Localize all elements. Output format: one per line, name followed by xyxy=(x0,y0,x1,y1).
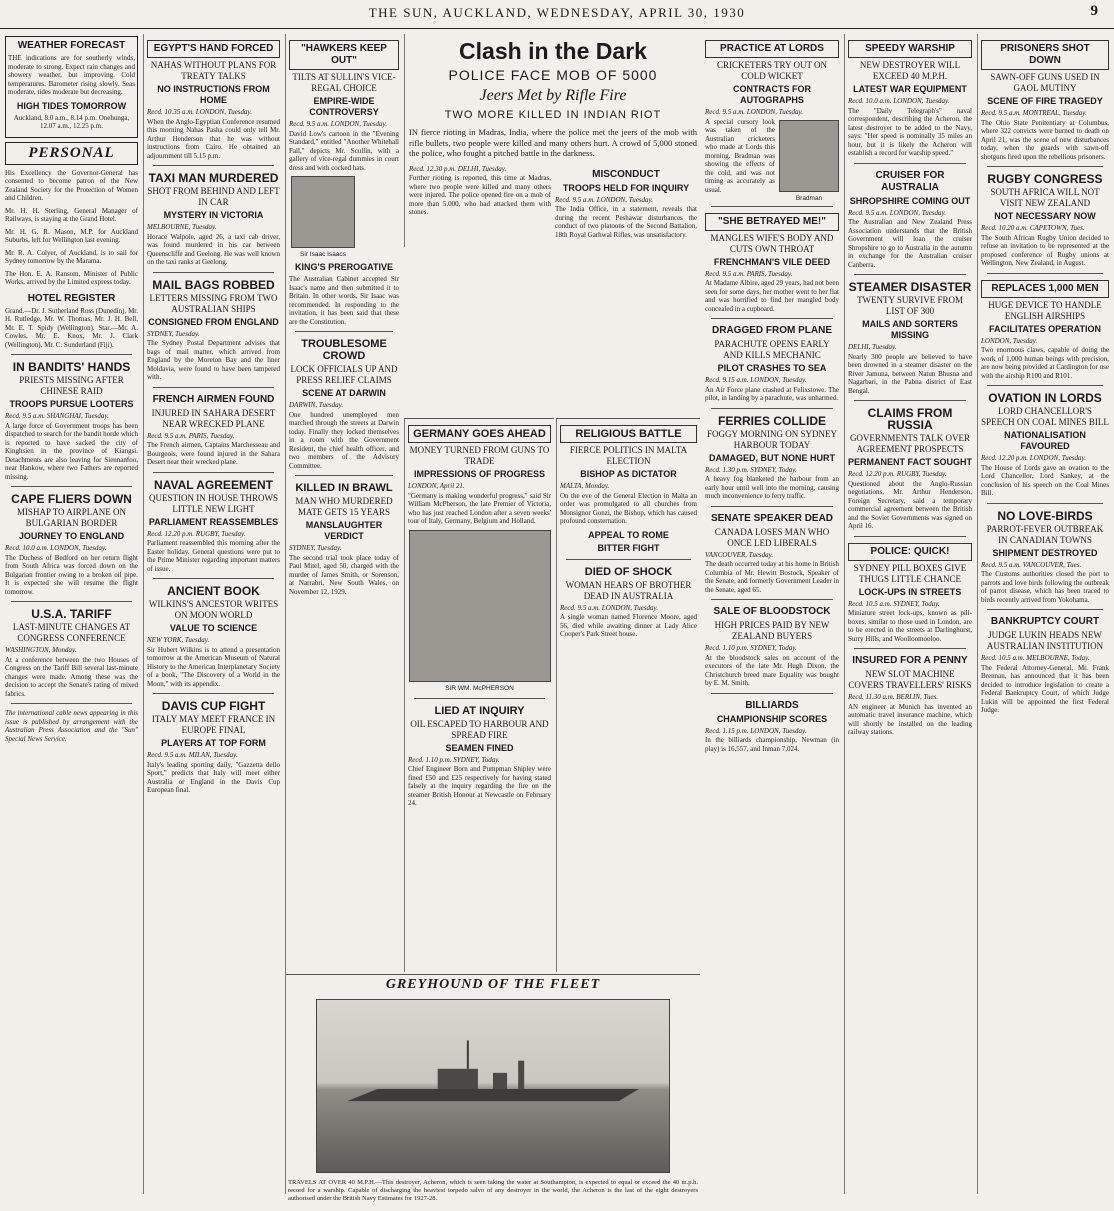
speedy-sub: NEW DESTROYER WILL EXCEED 40 M.P.H. xyxy=(859,60,961,81)
personal-item: His Excellency the Governor-General has consented to become patron of the New Zealand Society for the Protection of Women and Children. xyxy=(5,168,138,202)
ovation-sub: LORD CHANCELLOR'S SPEECH ON COAL MINES BILL xyxy=(981,406,1109,427)
dragged-title: DRAGGED FROM PLANE xyxy=(712,325,832,336)
lords-sub: CRICKETERS TRY OUT ON COLD WICKET xyxy=(716,60,828,81)
bloodstock-title: SALE OF BLOODSTOCK xyxy=(713,606,831,617)
hawkers-dateline: Recd. 9.5 a.m. LONDON, Tuesday. xyxy=(289,120,387,128)
lovebirds-text: The Customs authorities closed the port to parrots and love birds following the outbreak of parrot disease, which has been traced to birds recently arrived from Yokohama. xyxy=(981,570,1109,604)
inquiry-sub2: SEAMEN FINED xyxy=(445,742,514,753)
brawl-sub2: MANSLAUGHTER VERDICT xyxy=(305,520,383,541)
divider xyxy=(854,163,966,164)
cruiser-text: The Australian and New Zealand Press Association understands that the British Government will loan the cruiser Shropshire to go to Australia in the autumn in exchange for the Australian cruiser Canberra. xyxy=(848,218,972,269)
ferries-title: FERRIES COLLIDE xyxy=(717,413,826,428)
naval-sub: QUESTION IN HOUSE THROWS LITTLE NEW LIGHT xyxy=(148,492,279,514)
bandits-sub: PRIESTS MISSING AFTER CHINESE RAID xyxy=(19,375,124,396)
column-6 xyxy=(844,34,975,1194)
police-dateline: Recd. 10.5 a.m. SYDNEY, Today. xyxy=(848,599,940,608)
germany-title: GERMANY GOES AHEAD xyxy=(408,425,551,443)
divider xyxy=(987,166,1103,167)
religious-sub2: BISHOP AS DICTATOR xyxy=(580,469,677,479)
divider xyxy=(987,609,1103,610)
french-sub: INJURED IN SAHARA DESERT NEAR WRECKED PLANE xyxy=(151,407,276,429)
davis-sub2: PLAYERS AT TOP FORM xyxy=(161,738,266,748)
divider xyxy=(566,559,691,560)
dragged-sub: PARACHUTE OPENS EARLY AND KILLS MECHANIC xyxy=(714,339,830,360)
senate-dateline: VANCOUVER, Tuesday. xyxy=(705,550,774,559)
divider xyxy=(11,354,132,355)
bloodstock-text: At the bloodstock sales on account of the executors of the late Mr. Hugh Dixon, the Christchurch breed mare Equality was bought by E. M. Smith. xyxy=(705,653,839,687)
ovation-title: OVATION IN LORDS xyxy=(988,391,1102,405)
ferries-text: A heavy fog blanketed the harbour from an early hour until well into the morning, causing much inconvenience to ferry traffic. xyxy=(705,475,839,500)
misconduct-title: MISCONDUCT xyxy=(592,168,660,180)
lovebirds-sub2: SHIPMENT DESTROYED xyxy=(992,547,1098,558)
naval-text: Parliament reassembled this morning after the Easter holiday. General questions were put to the Prime Minister regarding important matters of issue. xyxy=(147,539,280,573)
mail-sub2: CONSIGNED FROM ENGLAND xyxy=(148,316,279,327)
divider xyxy=(711,318,833,319)
divider xyxy=(153,165,274,166)
russia-sub: GOVERNMENTS TALK OVER AGREEMENT PROSPECTS xyxy=(849,433,971,454)
divider xyxy=(153,272,274,273)
billiards-sub: CHAMPIONSHIP SCORES xyxy=(716,713,828,724)
greyhound-photo-feature xyxy=(286,974,700,1203)
rugby-dateline: Recd. 10.20 a.m. CAPETOWN, Tues. xyxy=(981,224,1085,232)
inquiry-dateline: Recd. 1.10 p.m. SYDNEY, Today. xyxy=(408,755,500,764)
book-title: ANCIENT BOOK xyxy=(167,584,260,598)
feature-story xyxy=(404,34,701,247)
religious-sub: FIERCE POLITICS IN MALTA ELECTION xyxy=(569,445,688,466)
taxi-title: TAXI MAN MURDERED xyxy=(148,171,279,185)
betrayed-dateline: Recd. 9.5 a.m. PARIS, Tuesday. xyxy=(705,269,793,278)
cruiser-title: CRUISER FOR AUSTRALIA xyxy=(875,169,945,193)
troublesome-sub: LOCK OFFICIALS UP AND PRESS RELIEF CLAIMS xyxy=(290,364,398,385)
column-1 xyxy=(2,34,141,1194)
rugby-text: The South African Rugby Union decided to refuse an invitation to be represented at the proposed conference of Rugby unions at Wellington, New Zealand, in August. xyxy=(981,233,1109,267)
religious-dateline: MALTA, Monday. xyxy=(560,482,610,490)
russia-title: CLAIMS FROM RUSSIA xyxy=(867,406,953,432)
cruiser-dateline: Recd. 9.5 a.m. LONDON, Tuesday. xyxy=(848,208,946,217)
dragged-text: An Air Force plane crashed at Felixstowe. The pilot, in landing by a parachute, was unharmed. xyxy=(705,385,839,402)
divider xyxy=(711,506,833,507)
betrayed-title: "SHE BETRAYED ME!" xyxy=(705,213,839,231)
divider xyxy=(711,599,833,600)
divider xyxy=(153,578,274,579)
religious-text: On the eve of the General Election in Malta an order was promulgated to all churches from Monsignor Gonzi, the Bishop, which has caused profound consternation. xyxy=(560,491,697,525)
prisoners-sub2: SCENE OF FIRE TRAGEDY xyxy=(987,96,1103,106)
weather-box xyxy=(5,36,138,138)
misconduct-sub: TROOPS HELD FOR INQUIRY xyxy=(562,182,690,193)
lovebirds-sub: PARROT-FEVER OUTBREAK IN CANADIAN TOWNS xyxy=(986,523,1104,545)
inquiry-text: Chief Engineer Born and Pumpman Shipley were fined £50 and £25 respectively for having stated falsely at the inquiry regarding the fire on the steamer British Honour at Newcastle on February 24. xyxy=(408,765,551,807)
troublesome-text: One hundred unemployed men marched through the streets at Darwin today. Finally they locked themselves in a room with the Government Resident, the chief health officer, and two members of the Advisory Committee. xyxy=(289,410,399,470)
steamer-sub: TWENTY SURVIVE FROM LIST OF 300 xyxy=(857,295,963,316)
germany-sub: MONEY TURNED FROM GUNS TO TRADE xyxy=(409,445,550,466)
bandits-text: A large force of Government troops has been dispatched to search for the bandit horde which is reported to have sacked the city of Kinghsien in the province of Kiangsi. Detachments are also leaving for Siennanfoo, near Hankow, where two Fathers are reported missing. xyxy=(5,421,138,481)
steamer-dateline: DELHI, Tuesday. xyxy=(848,343,897,351)
book-text: Sir Hubert Wilkins is to attend a presentation tomorrow at the American Museum of Natural History to the American Interplanetary Society of a book, "The Discovery of a World in the Moon," with its appendix. xyxy=(147,645,280,688)
mail-title: MAIL BAGS ROBBED xyxy=(152,277,275,292)
troublesome-title: TROUBLESOME CROWD xyxy=(301,338,387,362)
mcpherson-photo xyxy=(409,530,551,692)
shock-sub: WOMAN HEARS OF BROTHER DEAD IN AUSTRALIA xyxy=(565,579,692,601)
russia-sub2: PERMANENT FACT SOUGHT xyxy=(848,457,973,467)
troublesome-sub2: SCENE AT DARWIN xyxy=(302,388,386,398)
egypt-sub: NAHAS WITHOUT PLANS FOR TREATY TALKS xyxy=(150,60,277,81)
masthead-line: THE SUN, AUCKLAND, WEDNESDAY, APRIL 30, 1930 xyxy=(368,5,746,20)
davis-text: Italy's leading sporting daily, "Gazzetta dello Sport," predicts that Italy will meet either Australia or England in the Davis Cup European final. xyxy=(147,760,280,794)
speedy-dateline: Recd. 10.0 a.m. LONDON, Tuesday. xyxy=(848,97,950,105)
senate-text: The death occurred today at his home in British Columbia of Mr. Hewitt Bostock, Speaker of the Senate, and formerly Government Leader in the Senate, aged 65. xyxy=(705,560,839,594)
weather-text: THE indications are for southerly winds, moderate to strong. Expect rain changes and showery weather, but improving. Cold temperatures. Barometer rising slowly. Seas moderate, tides moderate but decreasing. xyxy=(8,54,135,96)
misconduct-text: The India Office, in a statement, reveals that during the recent Peshawar disturbances the conduct of two platoons of the Second Battalion, 18th Royal Garhwal Rifles, was unsatisfactory. xyxy=(555,205,697,239)
steamer-title: STEAMER DISASTER xyxy=(848,280,972,294)
french-dateline: Recd. 9.5 a.m. PARIS, Tuesday. xyxy=(147,431,235,440)
religious-sub3: APPEAL TO ROME xyxy=(588,529,669,540)
cable-notice: The international cable news appearing in this issue is published by arrangement with the Australian Press Association and the "Sun" Special News Service. xyxy=(5,709,138,743)
dragged-sub2: PILOT CRASHES TO SEA xyxy=(717,363,827,373)
lovebirds-title: NO LOVE-BIRDS xyxy=(997,508,1093,523)
french-title: FRENCH AIRMEN FOUND xyxy=(152,393,275,405)
replaces-title: REPLACES 1,000 MEN xyxy=(981,280,1109,298)
prisoners-dateline: Recd. 9.5 a.m. MONTREAL, Tuesday. xyxy=(981,109,1087,117)
ovation-text: The House of Lords gave an ovation to the Lord Chancellor, Lord Sankey, at the conclusion of his speech on the Coal Mines Bill. xyxy=(981,463,1109,497)
brawl-text: The second trial took place today of Paul Mitel, aged 50, charged with the murder of James Smith, or Sorenson, at Narrabri, New South Wales, on November 12, 1929. xyxy=(289,553,399,596)
personal-item: The Hon. E. A. Ransom, Minister of Public Works, arrived by the Limited express today. xyxy=(5,269,138,286)
bloodstock-sub: HIGH PRICES PAID BY NEW ZEALAND BUYERS xyxy=(714,620,830,641)
religious-sub4: BITTER FIGHT xyxy=(597,542,660,553)
steamer-text: Nearly 300 people are believed to have been drowned in a steamer disaster on the River Jamuna, between Natun Bhusna and Nagarbari, in the Pabna district of East Bengal. xyxy=(848,352,972,395)
betrayed-text: At Madame Albire, aged 29 years, had not been seen for some days, her mother went to her flat and was horrified to find her mangled body concealed in a cupboard. xyxy=(705,279,839,313)
hawkers-sub: TILTS AT SULLIN'S VICE-REGAL CHOICE xyxy=(292,72,396,93)
betrayed-sub: MANGLES WIFE'S BODY AND CUTS OWN THROAT xyxy=(710,232,834,254)
divider xyxy=(711,693,833,694)
cruiser-sub: SHROPSHIRE COMING OUT xyxy=(849,195,971,206)
hawkers-text: David Low's cartoon in the "Evening Standard," entitled "Another Whitehall Fall," depicts Mr. Scullin, with a gallery of vice-regal dummies in court dress and with cocked hats. xyxy=(289,129,399,172)
shock-title: DIED OF SHOCK xyxy=(584,565,673,578)
book-sub2: VALUE TO SCIENCE xyxy=(169,623,258,633)
speedy-title: SPEEDY WARSHIP xyxy=(848,40,972,58)
tides-text: Auckland, 8.0 a.m., 8.14 p.m. Onehunga, 12.07 a.m., 12.25 p.m. xyxy=(13,113,130,130)
hotel-title: HOTEL REGISTER xyxy=(27,292,116,304)
germany-sub2: IMPRESSIONS OF PROGRESS xyxy=(413,469,546,479)
hawkers-sub2: EMPIRE-WIDE CONTROVERSY xyxy=(309,96,379,117)
column-2 xyxy=(143,34,283,1194)
divider xyxy=(854,648,966,649)
divider xyxy=(11,601,132,602)
davis-sub: ITALY MAY MEET FRANCE IN EUROPE FINAL xyxy=(151,714,276,735)
police-title: POLICE: QUICK! xyxy=(848,543,972,561)
page-number: 9 xyxy=(1090,3,1098,19)
divider xyxy=(987,503,1103,504)
bandits-title: IN BANDITS' HANDS xyxy=(12,360,131,374)
lords-dateline: Recd. 9.5 a.m. LONDON, Tuesday. xyxy=(705,108,803,116)
police-sub: SYDNEY PILL BOXES GIVE THUGS LITTLE CHANCE xyxy=(853,562,967,584)
divider xyxy=(854,536,966,537)
penny-dateline: Recd. 11.30 a.m. BERLIN, Tues. xyxy=(848,693,939,701)
bradman-caption: Bradman xyxy=(795,194,823,202)
rugby-sub2: NOT NECESSARY NOW xyxy=(994,211,1096,221)
feature-sub1: POLICE FACE MOB OF 5000 xyxy=(448,67,658,83)
speedy-text: The "Daily Telegraph's" naval correspondent, describing the Acheron, the latest destroyer to be added to the Navy, says: "Her speed is nominally 35 miles an hour, but it is likely the Acheron will establish a record for warship speed." xyxy=(848,106,972,157)
bankruptcy-dateline: Recd. 10.5 a.m. MELBOURNE, Today. xyxy=(981,654,1090,662)
greyhound-title: GREYHOUND OF THE FLEET xyxy=(385,977,601,992)
speedy-sub2: LATEST WAR EQUIPMENT xyxy=(853,84,967,94)
russia-text: Questioned about the Anglo-Russian negotiations, Mr. Arthur Henderson, Foreign Secretary, said a temporary commercial agreement between the British and the Soviet Governments was signed on April 16. xyxy=(848,479,972,530)
prerog-sub: KING'S PREROGATIVE xyxy=(295,262,393,272)
bandits-dateline: Recd. 9.5 a.m. SHANGHAI, Tuesday. xyxy=(5,412,109,420)
penny-text: AN engineer at Munich has invented an automatic travel insurance machine, which will shortly be installed on the leading railway stations. xyxy=(848,702,972,736)
divider xyxy=(414,698,545,699)
divider xyxy=(153,693,274,694)
lords-text: A special cursory look was taken of the Australian cricketers who made at Lords this morning. Bradman was showing the effects of the cold, and was not timing as accurately as usual. xyxy=(705,117,775,194)
naval-title: NAVAL AGREEMENT xyxy=(154,477,273,492)
ferries-sub: FOGGY MORNING ON SYDNEY HARBOUR TODAY xyxy=(707,428,837,450)
divider xyxy=(295,475,393,476)
germany-story xyxy=(404,418,554,972)
betrayed-sub2: FRENCHMAN'S VILE DEED xyxy=(713,256,831,267)
greyhound-caption: TRAVELS AT OVER 40 M.P.H.—This destroyer, Acheron, which is seen taking the water at Southampton, is expected to equal or exceed the 40 m.p.h. record for a warship. Capable of discharging the heaviest torpedo salvo of any destroyer in the world, the Acheron is the last of the eight destroyers authorised under the British Navy Estimates for 1927-28. xyxy=(288,1179,698,1202)
replaces-sub2: FACILITATES OPERATION xyxy=(989,323,1101,334)
replaces-text: Two enormous claws, capable of doing the work of 1,000 human beings with precision, are now being provided at Cardington for use with the airship R100 and R101. xyxy=(981,346,1109,380)
prisoners-text: The Ohio State Penitentiary at Columbus, where 322 convicts were burned to death on April 21, was the scene of new disturbances today, when the guards with sawn-off shotguns fired upon the rebellious prisoners. xyxy=(981,118,1109,161)
egypt-title: EGYPT'S HAND FORCED xyxy=(147,40,280,58)
column-7 xyxy=(977,34,1112,1194)
taxi-sub2: MYSTERY IN VICTORIA xyxy=(163,210,264,220)
inquiry-sub: OIL ESCAPED TO HARBOUR AND SPREAD FIRE xyxy=(410,718,549,740)
naval-dateline: Recd. 12.20 p.m. RUGBY, Tuesday. xyxy=(147,529,246,538)
ferries-dateline: Recd. 1.30 p.m. SYDNEY, Today. xyxy=(705,465,797,474)
lovebirds-dateline: Recd. 9.5 a.m. VANCOUVER, Tues. xyxy=(981,560,1082,569)
mail-text: The Sydney Postal Department advises that bags of mail matter, which arrived from England by the Moreton Bay and the liner Moldavia, were found to have been tampered with. xyxy=(147,339,280,381)
billiards-title: BILLIARDS xyxy=(745,699,799,711)
divider xyxy=(987,273,1103,274)
brawl-dateline: SYDNEY, Tuesday. xyxy=(289,544,342,552)
personal-item: Mr. R. A. Colyer, of Auckland, is to sail for Sydney tomorrow by the Marama. xyxy=(5,248,138,265)
french-text: The French airmen, Captains Marchesseau and Bourgeois, were found injured in the Sahara Desert near their wrecked plane. xyxy=(147,441,280,466)
divider xyxy=(11,486,132,487)
tariff-sub: LAST-MINUTE CHANGES AT CONGRESS CONFERENCE xyxy=(12,622,131,643)
book-sub: WILKINS'S ANCESTOR WRITES ON MOON WORLD xyxy=(148,599,279,620)
divider xyxy=(153,387,274,388)
bankruptcy-sub: JUDGE LUKIN HEADS NEW AUSTRALIAN INSTITUTION xyxy=(986,630,1104,651)
police-sub2: LOCK-UPS IN STREETS xyxy=(858,586,962,597)
police-text: Miniature street lock-ups, known as pill-boxes, similar to those used in London, are to be erected in the streets at Darlinghurst, Surry Hills, and Woolloomooloo. xyxy=(848,609,972,643)
russia-dateline: Recd. 12.20 p.m. RUGBY, Tuesday. xyxy=(848,470,947,478)
lords-sub2: CONTRACTS FOR AUTOGRAPHS xyxy=(733,84,811,105)
bankruptcy-text: The Federal Attorney-General, Mr. Frank Brennan, has announced that it has been decided to introduce legislation to create a Federal Bankruptcy Court, of which Judge Lukin will be appointed the first Federal Judge. xyxy=(981,663,1109,714)
penny-title: INSURED FOR A PENNY xyxy=(852,655,968,666)
germany-text: "Germany is making wonderful progress," said Sir William McPherson, the late Premier of Victoria, who has just reached London after a seven weeks' tour of Italy, Germany, Belgium and Holland. xyxy=(408,491,551,525)
taxi-sub: SHOT FROM BEHIND AND LEFT IN CAR xyxy=(147,186,280,207)
troublesome-dateline: DARWIN, Tuesday. xyxy=(289,401,344,409)
prisoners-title: PRISONERS SHOT DOWN xyxy=(981,40,1109,70)
senate-title: SENATE SPEAKER DEAD xyxy=(710,512,834,524)
inquiry-title: LIED AT INQUIRY xyxy=(434,704,525,717)
tariff-title: U.S.A. TARIFF xyxy=(31,607,112,621)
lords-title: PRACTICE AT LORDS xyxy=(705,40,839,58)
rugby-title: RUGBY CONGRESS xyxy=(987,172,1103,186)
ovation-sub2: NATIONALISATION FAVOURED xyxy=(1004,430,1086,451)
religious-story xyxy=(556,418,700,972)
ovation-dateline: Recd. 12.20 p.m. LONDON, Tuesday. xyxy=(981,454,1086,462)
prerog-text: The Australian Cabinet accepted Sir Isaac's name and then submitted it to Britain. In other words, Sir Isaac was recommended. In responding to the invitation, it has been said that these are the Constitution. xyxy=(289,275,399,326)
column-5 xyxy=(702,34,842,1194)
davis-dateline: Recd. 9.5 a.m. MILAN, Tuesday. xyxy=(147,751,238,759)
egypt-sub2: NO INSTRUCTIONS FROM HOME xyxy=(157,84,270,105)
personal-item: Mr. H. H. Sterling, General Manager of Railways, is staying at the Grand Hotel. xyxy=(5,206,138,223)
bandits-sub2: TROOPS PURSUE LOOTERS xyxy=(9,399,134,409)
bradman-photo xyxy=(779,120,839,202)
isaacs-caption: Sir Isaac Isaacs xyxy=(300,251,346,258)
tariff-text: At a conference between the two Houses of Congress on the Tariff Bill several last-minute changes were made. Among these was the decision to accept the Senate's rating of mixed fabrics. xyxy=(5,655,138,698)
masthead xyxy=(0,0,1114,29)
shock-text: A single woman named Florence Moore, aged 56, died while awaiting dinner at Lady Alice Cooper's Park Street house. xyxy=(560,613,697,638)
replaces-dateline: LONDON, Tuesday. xyxy=(981,336,1038,345)
replaces-sub: HUGE DEVICE TO HANDLE ENGLISH AIRSHIPS xyxy=(988,299,1102,321)
naval-sub2: PARLIAMENT REASSEMBLES xyxy=(148,516,279,527)
germany-dateline: LONDON, April 21. xyxy=(408,482,465,490)
divider xyxy=(711,206,833,207)
billiards-dateline: Recd. 1.15 p.m. LONDON, Tuesday. xyxy=(705,726,807,735)
hotel-text: Grand.—Dr. J. Sutherland Ross (Dunedin), Mr. H. Rutledge, Mr. W. Thomas, Mr. J. H. Bell, Mr. E. T. Spidy (Wellington). Star.—Mr. A. Cowles, Mr. E. Knox, Mr. J. Clark (Wellington), Mr. C. Sunderland (Fiji). xyxy=(5,306,138,349)
feature-columns xyxy=(405,159,701,248)
feature-title: Clash in the Dark xyxy=(459,38,647,64)
cape-dateline: Recd. 10.0 a.m. LONDON, Tuesday. xyxy=(5,544,107,552)
personal-title: PERSONAL xyxy=(28,144,115,161)
billiards-text: In the billiards championship, Newman (in play) is 16,557, and Inman 7,024. xyxy=(705,736,839,753)
davis-title: DAVIS CUP FIGHT xyxy=(161,699,266,713)
weather-title: WEATHER FORECAST xyxy=(17,40,126,51)
misconduct-dateline: Recd. 9.5 a.m. LONDON, Tuesday. xyxy=(555,195,653,204)
bankruptcy-title: BANKRUPTCY COURT xyxy=(990,616,1100,627)
book-dateline: NEW YORK, Tuesday. xyxy=(147,636,210,644)
cape-text: The Duchess of Bedford on her return flight from South Africa was forced down on the Bulgarian frontier owing to a broken oil pipe. It is expected she will resume the flight tomorrow. xyxy=(5,553,138,596)
divider xyxy=(854,274,966,275)
divider xyxy=(11,703,132,704)
penny-sub: NEW SLOT MACHINE COVERS TRAVELLERS' RISKS xyxy=(848,669,972,690)
isaacs-photo xyxy=(291,176,355,258)
prisoners-sub: SAWN-OFF GUNS USED IN GAOL MUTINY xyxy=(990,72,1100,93)
cape-sub2: JOURNEY TO ENGLAND xyxy=(18,531,125,541)
personal-item: Mr. H. G. R. Mason, M.P. for Auckland Suburbs, left for Wellington last evening. xyxy=(5,227,138,244)
egypt-text: When the Anglo-Egyptian Conference resumed this morning Nahas Pasha could only tell Mr. Arthur Henderson that he was without instructions from Cairo. He obtained an adjournment till 5.15 p.m. xyxy=(147,117,280,160)
feature-intro: IN fierce rioting in Madras, India, where the police met the jeers of the mob with rifle bullets, two people were killed and many others hurt. A crowd of 5,000 stoned the police, who fought a pitched battle in the darkness. xyxy=(409,127,697,158)
divider xyxy=(153,472,274,473)
religious-title: RELIGIOUS BATTLE xyxy=(560,425,697,443)
shock-dateline: Recd. 9.5 a.m. LONDON, Tuesday. xyxy=(560,603,658,612)
cape-sub: MISHAP TO AIRPLANE ON BULGARIAN BORDER xyxy=(16,507,127,528)
feature-sub2: Jeers Met by Rifle Fire xyxy=(479,87,627,104)
brawl-sub: MAN WHO MURDERED MATE GETS 15 YEARS xyxy=(295,496,393,517)
destroyer-photo xyxy=(316,999,670,1173)
bloodstock-dateline: Recd. 1.10 p.m. SYDNEY, Today. xyxy=(705,644,797,652)
rugby-sub: SOUTH AFRICA WILL NOT VISIT NEW ZEALAND xyxy=(990,187,1100,208)
dragged-dateline: Recd. 9.15 a.m. LONDON, Tuesday. xyxy=(705,376,807,384)
tides-title: HIGH TIDES TOMORROW xyxy=(16,100,127,111)
taxi-dateline: MELBOURNE, Tuesday. xyxy=(147,223,217,231)
divider xyxy=(295,331,393,332)
steamer-sub2: MAILS AND SORTERS MISSING xyxy=(862,319,958,340)
mail-dateline: SYDNEY, Tuesday. xyxy=(147,329,200,338)
taxi-text: Horace Walpole, aged 26, a taxi cab driver, was found murdered in his car between Queenscliffe and Geelong. He was well known on the taxi ranks at Geelong. xyxy=(147,232,280,266)
personal-box xyxy=(5,142,138,165)
feature-dateline: Recd. 12.30 p.m. DELHI, Tuesday. xyxy=(409,164,507,173)
feature-sub3: TWO MORE KILLED IN INDIAN RIOT xyxy=(444,109,662,121)
divider xyxy=(711,408,833,409)
brawl-title: KILLED IN BRAWL xyxy=(295,482,393,494)
ferries-sub2: DAMAGED, BUT NONE HURT xyxy=(709,452,835,463)
divider xyxy=(987,385,1103,386)
tariff-dateline: WASHINGTON, Monday. xyxy=(5,646,77,654)
cape-title: CAPE FLIERS DOWN xyxy=(11,492,132,506)
feature-text: Further rioting is reported, this time at Madras, where two people were killed and many others were injured. The police opened fire on a mob of more than 5,000, who had attacked them with stones. xyxy=(409,174,551,216)
egypt-dateline: Recd. 10.35 a.m. LONDON, Tuesday. xyxy=(147,108,252,116)
mail-sub: LETTERS MISSING FROM TWO AUSTRALIAN SHIPS xyxy=(149,292,278,314)
senate-sub: CANADA LOSES MAN WHO ONCE LED LIBERALS xyxy=(714,526,830,548)
hawkers-title: "HAWKERS KEEP OUT" xyxy=(289,40,399,70)
divider xyxy=(854,400,966,401)
mcpherson-caption: SIR WM. McPHERSON xyxy=(445,684,514,692)
destroyer-silhouette xyxy=(317,1000,669,1172)
